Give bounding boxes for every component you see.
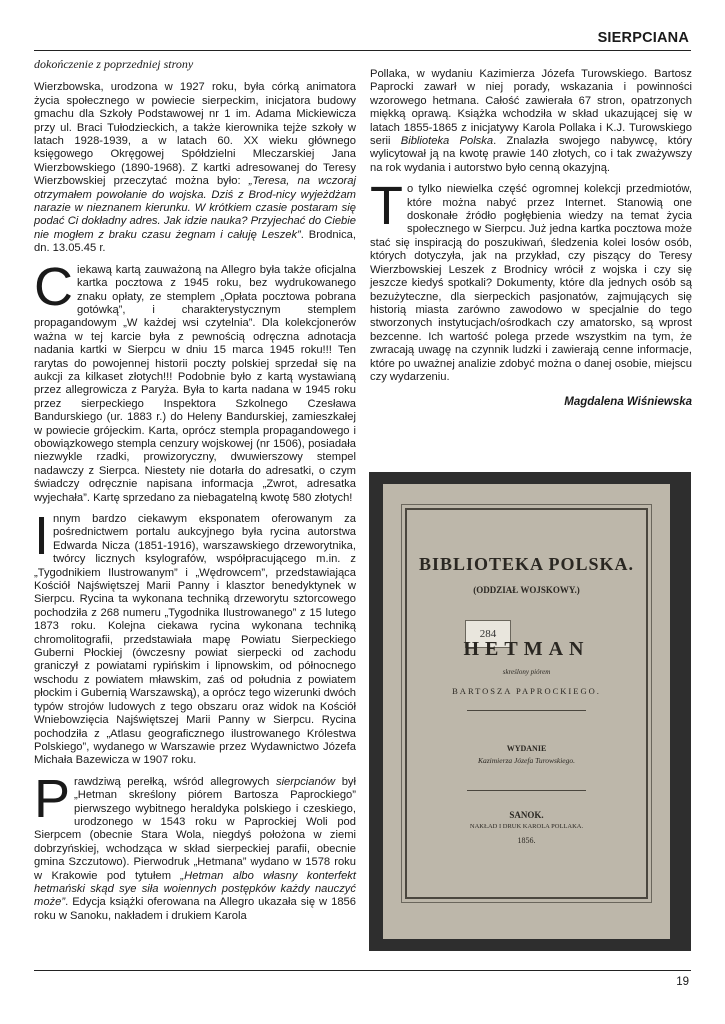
section-title: SIERPCIANA bbox=[597, 30, 689, 46]
header-divider bbox=[34, 50, 691, 51]
paragraph-4-text-c: . Edycja książki oferowana na Allegro ukazała się w 1856 roku w Sanoku, nakładem i drukiem Karola bbox=[34, 896, 356, 922]
paragraph-4 bbox=[34, 768, 356, 923]
left-column bbox=[34, 58, 356, 931]
cover-printer: NAKŁAD I DRUK KAROLA POLLAKA. bbox=[469, 823, 584, 830]
paragraph-2-text: iekawą kartą zauważoną na Allegro była także oficjalna kartka pocztowa z 1945 roku, bez wydrukowanego znaku opłaty, ze stemplem „Opłata pocztowa pobrana gotówką”, i charakterystycznym stemplem propagandowym „W każdej wsi czytelnia”. Dla kolekcjonerów ważna w tej karcie była z pewnością odręczna adnotacja nadania kartki w Sierpcu w dniu 15 marca 1945 roku!!! Ten rarytas do powojennej historii poczty polskiej sprzedał się na aukcji za kilkaset złotych!!! Podobnie było z kartą wystawianą przez allegrowicza z Paryża. Była to karta nadana w 1945 roku przez sierpeckiego Inspektora Szkolnego Czesława Bandurskiego (ur. 1883 r.) do Heleny Bandurskiej, zamieszkałej w powiecie grójeckim. Karta, oprócz stempla propagandowego i obowiązkowego stempla cenzury wojskowej (nr 1506), posiadała niezwykle rzadki, prowizoryczny, dwuwierszowy stempel nadawczy z Sierpca. Niestety nie dotarła do adresatki, o czym świadczy odręcznie napisana informacja „Zwrot, adresatka wyjechała”. Kartę sprzedano za niebagatelną kwotę 580 złotych! bbox=[34, 263, 356, 504]
paragraph-5-text-a: Pollaka, w wydaniu Kazimierza Józefa Turowskiego. Bartosz Paprocki zawarł w niej porady, wskazania i powinności wzorowego hetmana. Całość zawierała 67 stron, opatrzonych miękką oprawą. Książka wchodziła w skład ukazującej się w latach 1855-1865 z inicjatywy Karola Pollaka i K.J. Turowskiego serii bbox=[370, 68, 692, 148]
paragraph-2 bbox=[34, 256, 356, 505]
book-photo bbox=[369, 472, 691, 951]
cover-frame bbox=[405, 508, 648, 899]
paragraph-1-tail: . Brodnica, dn. 13.05.45 r. bbox=[34, 228, 356, 255]
paragraph-4-italic-1: sierpcianów bbox=[275, 775, 336, 788]
cover-city: SANOK. bbox=[509, 810, 544, 820]
drop-cap: P bbox=[34, 768, 71, 829]
paragraph-4-text-a: rawdziwą perełką, wśród allegrowych bbox=[74, 775, 276, 788]
cover-divider bbox=[467, 790, 586, 791]
quoted-postcard: „Teresa, na wczoraj otrzymałem powołanie do wojska. Dziś z Brod-nicy wyjeżdżam narazie w nieznanem kierunku. W krótkiem czasie postaram się podać Ci dokładny adres. Jak idzie nauka? Przyjechać do Ciebie nie mogłem z braku czasu żegnam i całuję Leszek” bbox=[34, 175, 356, 241]
paragraph-4-text-b: był „Hetman skreślony piórem Bartosza Paprockiego” pierwszego wybitnego heraldyka polskiego i czeskiego, urodzonego w 1543 roku w Paprockiej Woli pod Sierpcem (obecnie Stara Wola, niegdyś położona w ziemi dobrzyńskiej, wchodząca w skład sierpeckiej parafii, obecnie gmina Szczutowo). Pierwodruk „Hetmana” wydano w 1578 roku w Krakowie pod tytułem bbox=[34, 775, 356, 882]
cover-main-title: HETMAN bbox=[463, 638, 590, 660]
cover-subtitle: (ODDZIAŁ WOJSKOWY.) bbox=[473, 585, 580, 595]
drop-cap: C bbox=[34, 256, 73, 317]
cover-divider bbox=[467, 710, 586, 711]
cover-author: BARTOSZA PAPROCKIEGO. bbox=[452, 686, 601, 696]
paragraph-3 bbox=[34, 506, 356, 768]
drop-cap: T bbox=[370, 176, 403, 237]
footer-divider bbox=[34, 970, 691, 971]
author-signature: Magdalena Wiśniewska bbox=[564, 396, 692, 409]
continued-note: dokończenie z poprzedniej strony bbox=[34, 57, 194, 71]
page-number: 19 bbox=[676, 976, 689, 988]
paragraph-5 bbox=[370, 68, 692, 175]
cover-byline: skreślony piórem bbox=[502, 668, 551, 676]
right-column bbox=[370, 68, 692, 410]
paragraph-1 bbox=[34, 81, 356, 255]
cover-edition: WYDANIE bbox=[506, 744, 547, 753]
series-title: Biblioteka Polska bbox=[400, 135, 494, 148]
book-cover bbox=[383, 484, 670, 939]
paragraph-6 bbox=[370, 176, 692, 384]
cover-year: 1856. bbox=[517, 836, 536, 845]
cover-editor: Kazimierza Józefa Turowskiego. bbox=[477, 756, 576, 765]
paragraph-5-text-b: . Znalazła swojego nabywcę, który wylicytował ją na kwotę prawie 140 złotych, co i tak zważywszy na rok wydania i autorstwo było cenną okazyjną. bbox=[370, 135, 692, 174]
cover-title: BIBLIOTEKA POLSKA. bbox=[418, 554, 635, 574]
paragraph-4-italic-2: „Hetman albo własny konterfekt hetmański skąd sye siła woiennych postępków każdy nauczyć może” bbox=[34, 869, 356, 909]
drop-cap: I bbox=[34, 506, 50, 566]
library-stamp: 284 bbox=[465, 620, 511, 648]
paragraph-3-text: nnym bardzo ciekawym eksponatem oferowanym za pośrednictwem portalu aukcyjnego była rycina autorstwa Edwarda Nicza (1851-1916), warszawskiego drzeworytnika, twórcy licznych ksylografów, współpracującego m.in. z „Tygodnikiem Ilustrowanym” i „Wędrowcem”, przedstawiająca Kościół Najświętszej Marii Panny i klasztor benedyktynek w Sierpcu. Rycina ta wykonana techniką drzeworytu sztorcowego pochodziła z 268 numeru „Tygodnika Ilustrowanego” z 15 lutego 1873 roku. Kolejna ciekawa rycina wykonana techniką chromolitografii, przedstawiała mapę Powiatu Sierpeckiego Guberni Płockiej (ówczesny powiat sierpecki od zachodu graniczył z powiatami rypińskim i lipnowskim, od północnego wschodu z powiatem mławskim, zaś od południa z powiatem płockim i Gubernią Warszawską), a oprócz tego wizerunki dwóch typów strojów ludowych z tego obszaru oraz widok na Kościół Wniebowzięcia Najświętszej Marii Panny w Sierpcu. Rycina pochodziła z „Atlasu geograficznego ilustrowanego Królestwa Polskiego”, wydanego w Warszawie przez Wydawnictwo Józefa Michała Bazewicza w 1907 roku. bbox=[34, 513, 356, 767]
paragraph-1-text: Wierzbowska, urodzona w 1927 roku, była córką animatora życia społecznego w powiecie sierpeckim, inicjatora budowy gmachu dla Szkoły Podstawowej nr 1 im. Adama Mickiewicza przy ul. Braci Tułodzieckich, a także kierownika tejże szkoły w latach 1928-1939, a w latach 60. XX wieku głównego księgowego Okręgowej Spółdzielni Mleczarskiej Jana Wierzbowskiego (1890-1968). Z kartki adresowanej do Teresy Wierzbowskiej przeczytać można było: bbox=[34, 81, 356, 188]
paragraph-6-text: o tylko niewielka część ogromnej kolekcji przedmiotów, które można nabyć przez Internet. Stanowią one doskonałe źródło pogłębienia wiedzy na temat życia społecznego w Sierpcu. Już jedna kartka pocztowa może stać się inspiracją do poszukiwań, śledzenia kolei losów osób, których dotyczyła, jak na przykład, czy piszący do Teresy Wierzbowskiej Leszek z Brodnicy wrócił z wojska i czy się jeszcze kiedyś spotkali? Dokumenty, które dla jednych osób są bezużyteczne, dla sierpeckich pasjonatów, zajmujących się historią miasta zarówno zawodowo w specjalnie do tego stworzonych instytucjach/ośrodkach czy amatorsko, są wprost bezcenne. Ich wartość polega przede wszystkim na tym, że zwracają uwagę na czynnik ludzki i zawierają cenne informacje, które po uważnej analizie zdobyć można o danej osobie, miejscu czy wydarzeniu. bbox=[370, 183, 692, 383]
